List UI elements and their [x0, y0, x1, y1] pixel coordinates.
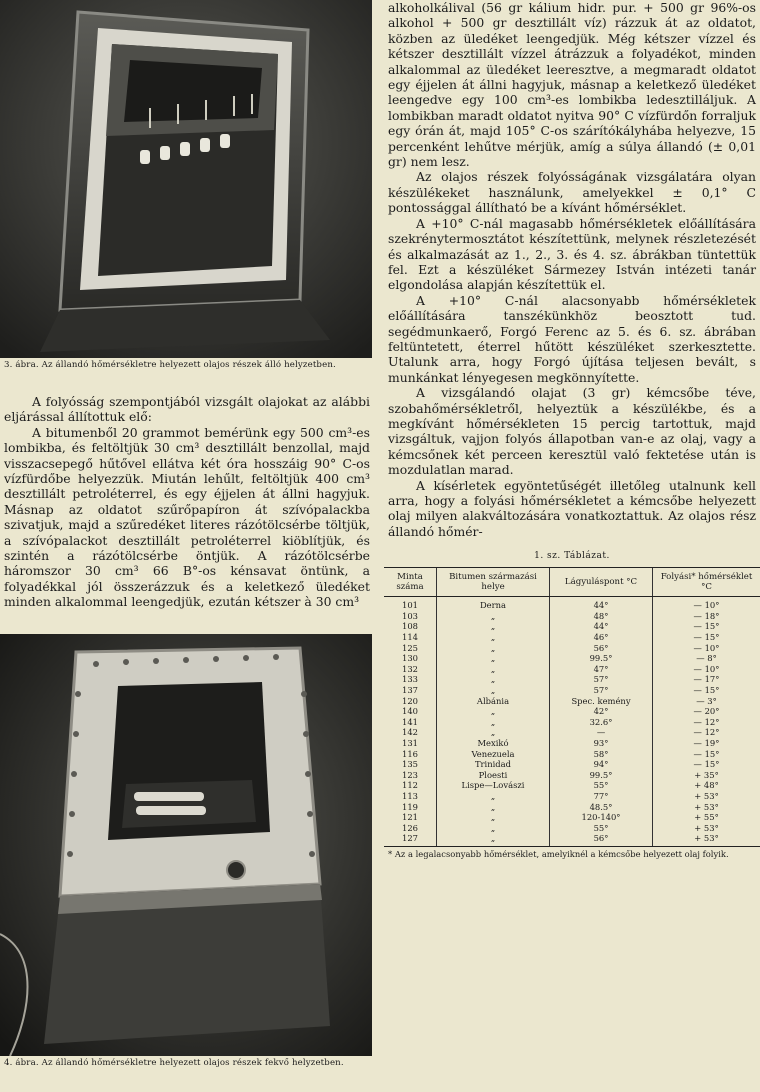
- cell-softening-point: —: [550, 727, 653, 738]
- thermostat-upright-photo: [0, 0, 372, 358]
- cell-origin: „: [437, 791, 550, 802]
- right-body-text: [384, 0, 760, 539]
- table-row: [384, 759, 760, 770]
- cell-sample-number: 108: [402, 621, 418, 632]
- table-row: [384, 685, 760, 696]
- left-column: [0, 0, 372, 1068]
- cell-softening-point: 56°: [550, 833, 653, 846]
- paragraph: alkoholkálival (56 gr kálium hidr. pur. + 500 gr 96%-os alkohol + 500 gr desztillált víz) rázzuk át az oldatot, közben az üledéket leengedjük. Még kétszer vízzel és kétszer desztillált vízzel átrázzuk a folyadékot, minden alkalommal az üledéket leeresztve, a megmaradt oldatot egy éjjelen át állni hagyjuk, másnap a keletkező üledéket leengedve egy 100 cm³-es lombikba ledesztilláljuk. A lombikban maradt oldatot nyitva 90° C vízfürdőn forraljuk egy órán át, majd 105° C-os szárítókályhába helyezve, 15 percenként lehűtve mérjük, amíg a súlya állandó (± 0,01 gr) nem lesz.: [388, 0, 756, 170]
- cell-sample-number: 123: [402, 769, 418, 780]
- cell-origin: „: [437, 653, 550, 664]
- table-row: [384, 597, 760, 611]
- cell-sample-number: 121: [402, 812, 418, 823]
- table-row: [384, 706, 760, 717]
- cell-softening-point: 58°: [550, 749, 653, 760]
- table-title: 1. sz. Táblázat.: [534, 551, 610, 562]
- cell-flow-temperature: + 53°: [653, 802, 760, 813]
- header-bitumen-origin: Bitumen származási helye: [437, 568, 550, 597]
- table-row: [384, 653, 760, 664]
- right-column: [384, 0, 760, 859]
- cell-origin: „: [437, 621, 550, 632]
- table-row: [384, 770, 760, 781]
- cell-softening-point: 44°: [550, 597, 653, 611]
- cell-softening-point: 44°: [550, 621, 653, 632]
- cell-sample-number: 125: [402, 642, 418, 653]
- cell-origin: „: [437, 674, 550, 685]
- table-row: [384, 674, 760, 685]
- cell-sample-number: 119: [402, 801, 418, 812]
- table-row: [384, 780, 760, 791]
- table-row: [384, 823, 760, 834]
- cell-sample-number: 101: [402, 600, 418, 611]
- table-row: [384, 621, 760, 632]
- cell-origin: „: [437, 812, 550, 823]
- cell-sample-number: 131: [402, 737, 418, 748]
- cell-sample-number: 135: [402, 759, 418, 770]
- header-flow-temperature: Folyási* hőmérséklet °C: [653, 568, 760, 597]
- paragraph: A kísérletek egyöntetűségét illetőleg utalnunk kell arra, hogy a folyási hőmérsékletet a kémcsőbe helyezett olaj milyen alakváltozására vonatkoztattuk. Az olajos rész állandó hőmér-: [388, 477, 756, 539]
- paragraph: A folyósság szempontjából vizsgált olajokat az alábbi eljárással állítottuk elő:: [4, 394, 370, 425]
- cell-flow-temperature: + 55°: [653, 812, 760, 823]
- data-table: [384, 567, 760, 847]
- figure-3-photo: [0, 0, 372, 358]
- cell-flow-temperature: — 15°: [653, 632, 760, 643]
- cell-softening-point: 57°: [550, 674, 653, 685]
- cell-softening-point: Spec. kemény: [550, 696, 653, 707]
- table-row: [384, 611, 760, 622]
- cell-flow-temperature: — 8°: [653, 653, 760, 664]
- cell-flow-temperature: + 35°: [653, 770, 760, 781]
- cell-softening-point: 32.6°: [550, 717, 653, 728]
- cell-origin: „: [437, 833, 550, 846]
- left-body-text: [0, 394, 372, 610]
- cell-sample-number: 133: [402, 674, 418, 685]
- cell-sample-number: 116: [402, 748, 418, 759]
- cell-flow-temperature: — 15°: [653, 685, 760, 696]
- cell-flow-temperature: — 15°: [653, 621, 760, 632]
- table-row: [384, 749, 760, 760]
- cell-origin: „: [437, 664, 550, 675]
- cell-flow-temperature: — 18°: [653, 611, 760, 622]
- cell-softening-point: 48°: [550, 611, 653, 622]
- cell-softening-point: 55°: [550, 823, 653, 834]
- cell-sample-number: 112: [402, 780, 418, 791]
- cell-origin: „: [437, 632, 550, 643]
- table-row: [384, 717, 760, 728]
- table-row: [384, 738, 760, 749]
- cell-origin: „: [437, 611, 550, 622]
- cell-softening-point: 93°: [550, 738, 653, 749]
- cell-softening-point: 42°: [550, 706, 653, 717]
- table-footnote: * Az a legalacsonyabb hőmérséklet, amelyiknél a kémcsőbe helyezett olaj folyik.: [388, 848, 729, 859]
- cell-sample-number: 141: [402, 716, 418, 727]
- cell-flow-temperature: — 10°: [653, 643, 760, 654]
- cell-origin: „: [437, 727, 550, 738]
- figure-3-caption: 3. ábra. Az állandó hőmérsékletre helyezett olajos részek álló helyzetben.: [4, 360, 336, 370]
- cell-origin: Mexikó: [437, 738, 550, 749]
- table-row: [384, 802, 760, 813]
- cell-origin: „: [437, 717, 550, 728]
- cell-softening-point: 99.5°: [550, 653, 653, 664]
- paragraph: A vizsgálandó olajat (3 gr) kémcsőbe téve, szobahőmérsékletről, helyeztük a készülékbe, és a megkívánt hőmérsékleten 15 percig tartottuk, majd vizsgáltuk, vajjon folyós állapotban van-e az olaj, vagy a kémcsőnek két perceen keresztül való fektetése után is mozdulatlan marad.: [388, 385, 756, 478]
- thermostat-lying-photo: [0, 634, 372, 1056]
- cell-origin: „: [437, 643, 550, 654]
- paragraph: A +10° C-nál magasabb hőmérsékletek előállítására szekrénytermosztátot készítettünk, melynek részletezését és alkalmazását az 1., 2., 3. és 4. sz. ábrákban tüntettük fel. Ezt a készüléket Sármezey István intézeti tanár elgondolása alapján készítettük el.: [388, 215, 756, 293]
- cell-origin: Derna: [437, 597, 550, 611]
- cell-flow-temperature: — 17°: [653, 674, 760, 685]
- header-sample-number: Minta száma: [384, 568, 437, 597]
- cell-softening-point: 47°: [550, 664, 653, 675]
- cell-sample-number: 137: [402, 684, 418, 695]
- cell-sample-number: 126: [402, 822, 418, 833]
- cell-flow-temperature: — 3°: [653, 696, 760, 707]
- cell-softening-point: 77°: [550, 791, 653, 802]
- figure-4-photo: [0, 634, 372, 1056]
- table-row: [384, 791, 760, 802]
- cell-flow-temperature: — 10°: [653, 597, 760, 611]
- table-row: [384, 833, 760, 846]
- cell-origin: Venezuela: [437, 749, 550, 760]
- cell-sample-number: 142: [402, 727, 418, 738]
- cell-softening-point: 46°: [550, 632, 653, 643]
- cell-flow-temperature: — 19°: [653, 738, 760, 749]
- cell-origin: Albánia: [437, 696, 550, 707]
- cell-flow-temperature: — 20°: [653, 706, 760, 717]
- table-row: [384, 643, 760, 654]
- table-row: [384, 727, 760, 738]
- cell-softening-point: 94°: [550, 759, 653, 770]
- cell-sample-number: 130: [402, 653, 418, 664]
- cell-origin: „: [437, 823, 550, 834]
- cell-flow-temperature: + 53°: [653, 823, 760, 834]
- cell-softening-point: 99.5°: [550, 770, 653, 781]
- table-body: [384, 597, 760, 847]
- table-header-row: [384, 568, 760, 597]
- cell-origin: Trinidad: [437, 759, 550, 770]
- cell-sample-number: 103: [402, 610, 418, 621]
- cell-origin: „: [437, 685, 550, 696]
- paragraph: A bitumenből 20 grammot bemérünk egy 500 cm³-es lombikba, és feltöltjük 30 cm³ desztillált benzollal, majd visszacsepegő hűtővel ellátva két óra hosszáig 90° C-os vízfürdőbe helyezzük. Miután lehűlt, feltöltjük 400 cm³ desztillált petroléterrel, és egy éjjelen át állni hagyjuk. Másnap az oldatot szűrőpapíron át szívópalackba szivatjuk, majd a szűredéket literes rázótölcsérbe töltjük, a szívópalackot desztillált petroléterrel kiöblítjük, és szintén a rázótölcsérbe öntjük. A rázótölcsérbe háromszor 30 cm³ 66 B°-os kénsavat öntünk, a folyadékkal jól összerázzuk és a keletkező üledéket minden alkalommal leengedjük, ezután kétszer à 30 cm³: [4, 424, 370, 610]
- cell-sample-number: 127: [384, 833, 437, 846]
- cell-origin: „: [437, 706, 550, 717]
- figure-4-caption: 4. ábra. Az állandó hőmérsékletre helyezett olajos részek fekvő helyzetben.: [4, 1057, 344, 1068]
- cell-flow-temperature: — 12°: [653, 717, 760, 728]
- cell-softening-point: 120-140°: [550, 812, 653, 823]
- table-row: [384, 632, 760, 643]
- cell-softening-point: 56°: [550, 643, 653, 654]
- cell-softening-point: 57°: [550, 685, 653, 696]
- cell-sample-number: 114: [402, 632, 418, 642]
- cell-sample-number: 113: [402, 790, 418, 801]
- cell-softening-point: 48.5°: [550, 802, 653, 813]
- paragraph: A +10° C-nál alacsonyabb hőmérsékletek előállítására tanszékünkhöz beosztott tud. segédmunkaerő, Forgó Ferenc az 5. és 6. sz. ábrában feltüntetett, éterrel hűtött készüléket szerkesztette. Utalunk arra, hogy Forgó újítása teljesen bevált, s munkánkat lényegesen megkönnyítette.: [388, 292, 756, 385]
- cell-flow-temperature: + 53°: [653, 791, 760, 802]
- cell-sample-number: 140: [402, 706, 418, 717]
- table-row: [384, 696, 760, 707]
- cell-flow-temperature: + 53°: [653, 833, 760, 846]
- cell-flow-temperature: — 10°: [653, 664, 760, 675]
- cell-sample-number: 120: [402, 695, 418, 706]
- cell-origin: Ploesti: [437, 770, 550, 781]
- cell-origin: „: [437, 802, 550, 813]
- cell-sample-number: 132: [402, 663, 418, 674]
- cell-softening-point: 55°: [550, 780, 653, 791]
- cell-flow-temperature: — 12°: [653, 727, 760, 738]
- cell-flow-temperature: — 15°: [653, 759, 760, 770]
- table-row: [384, 812, 760, 823]
- cell-flow-temperature: — 15°: [653, 749, 760, 760]
- cell-flow-temperature: + 48°: [653, 780, 760, 791]
- paragraph: Az olajos részek folyósságának vizsgálatára olyan készülékeket használunk, amelyekkel ± 0,1° C pontossággal állítható be a kívánt hőmérséklet.: [388, 169, 756, 216]
- cell-origin: Lispe—Lovászi: [437, 780, 550, 791]
- header-softening-point: Lágyuláspont °C: [550, 568, 653, 597]
- table-row: [384, 664, 760, 675]
